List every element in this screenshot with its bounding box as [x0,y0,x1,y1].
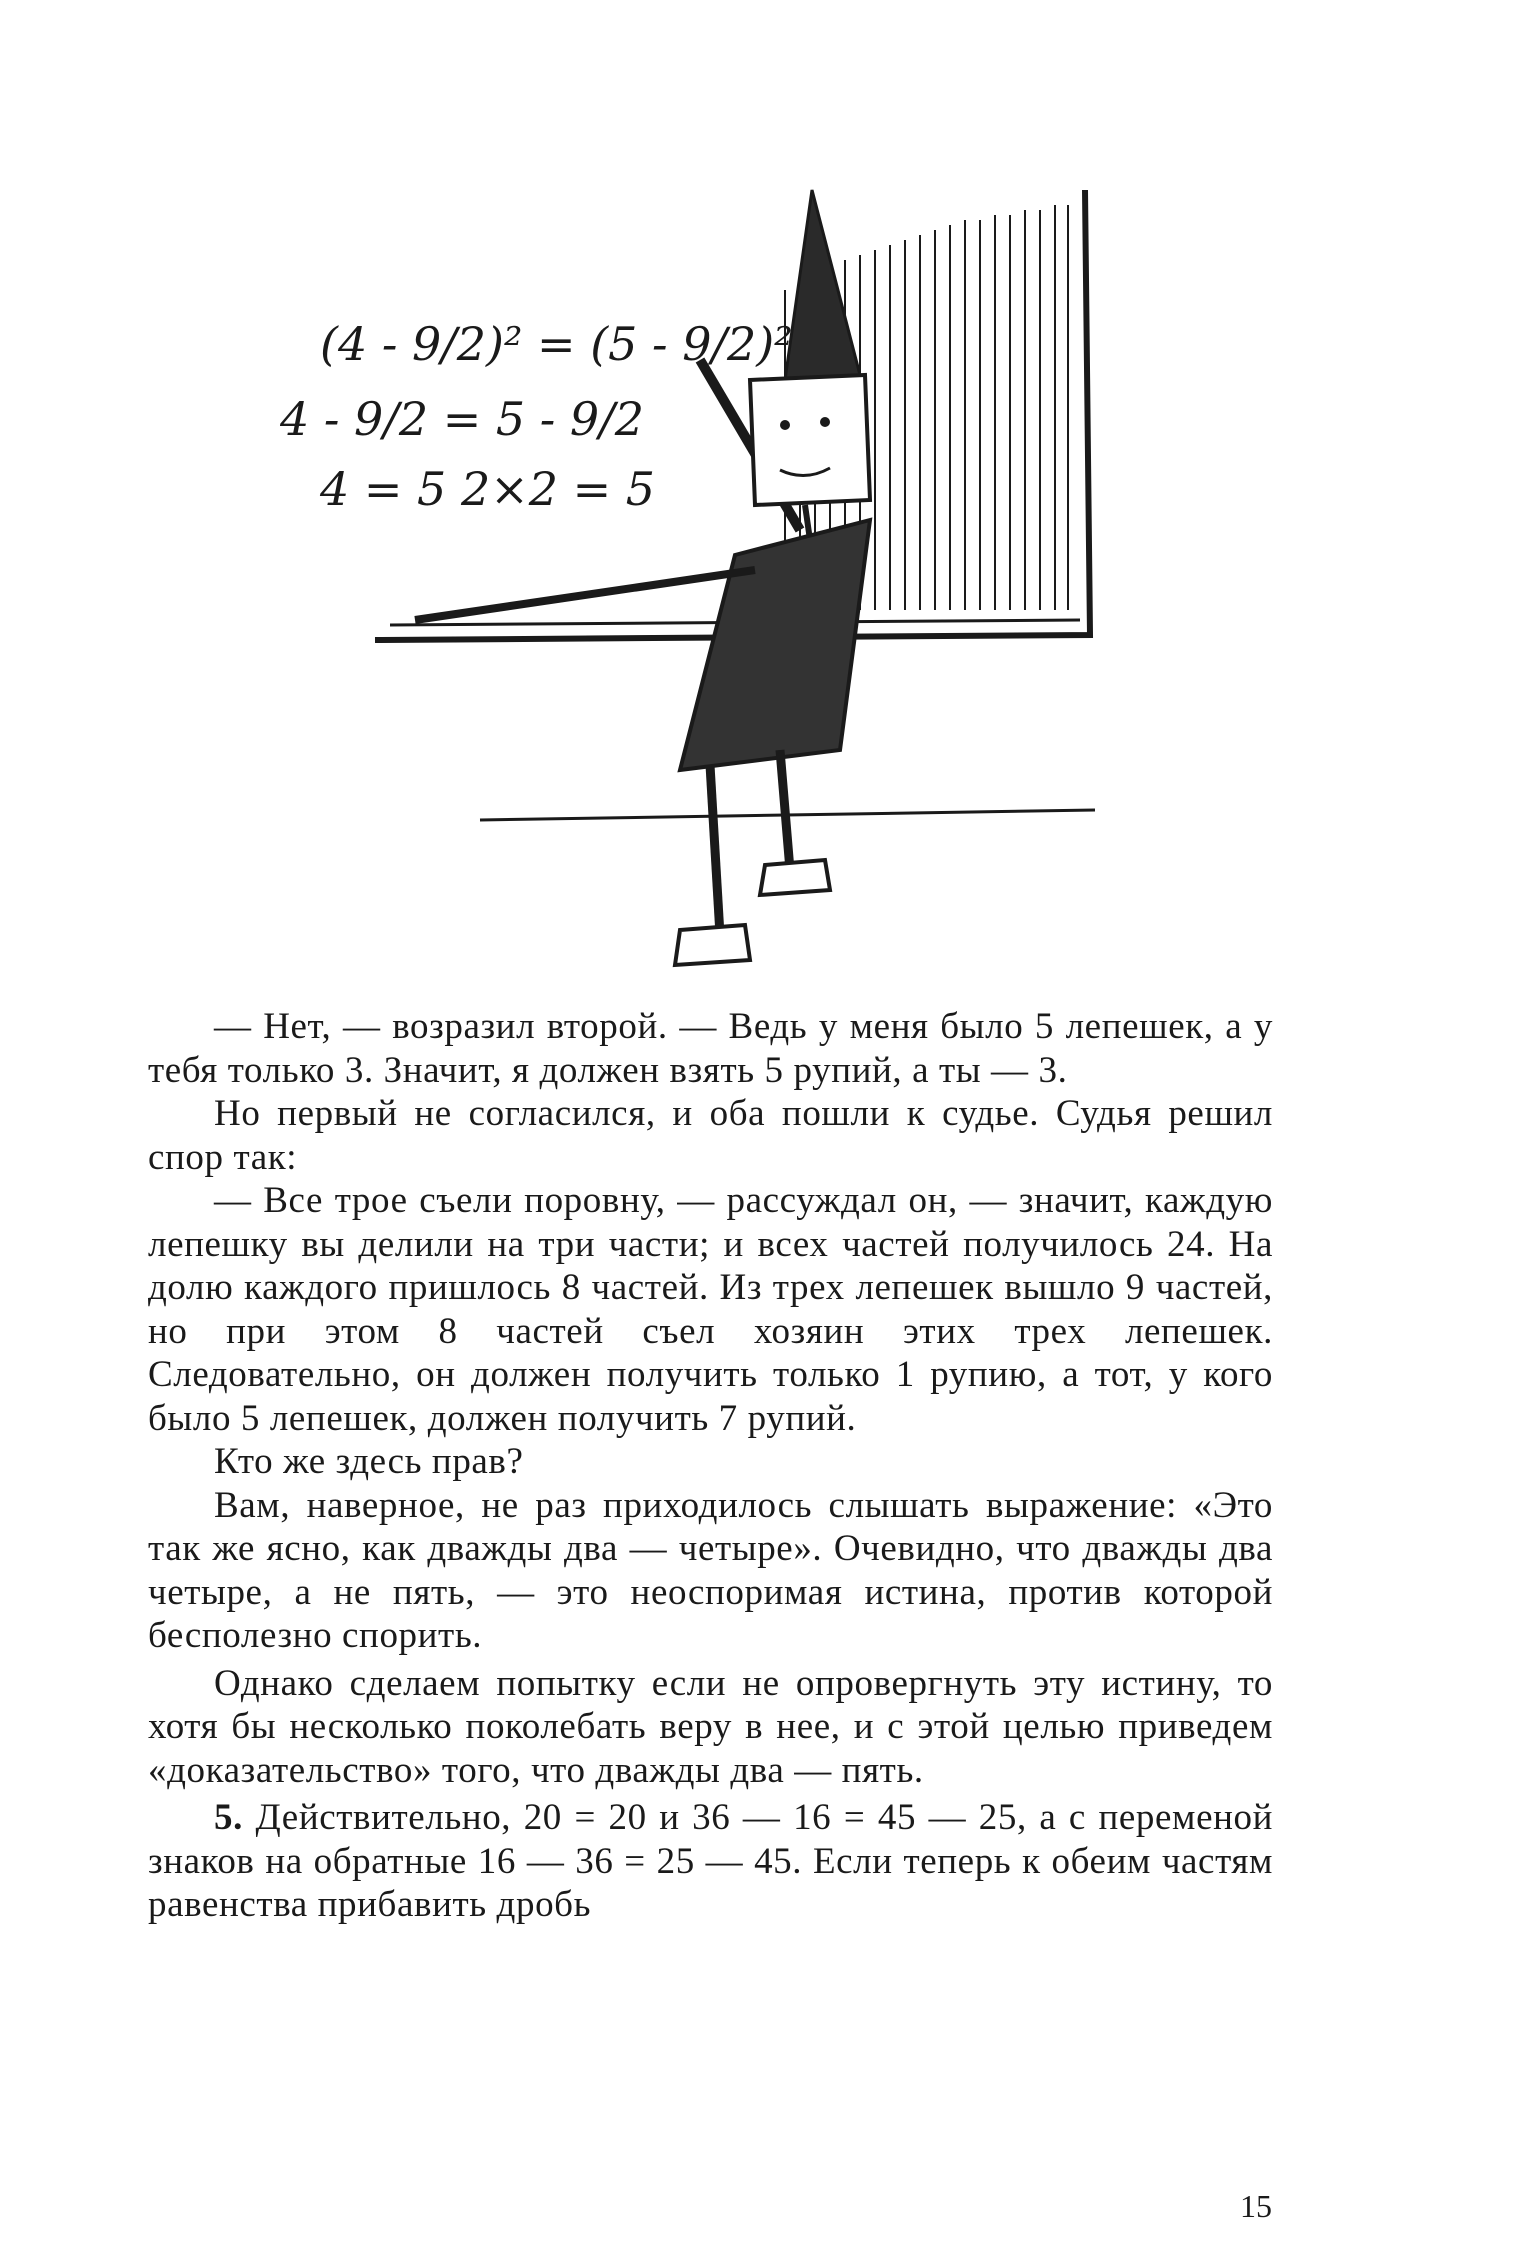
problem-text: Действительно, 20 = 20 и 36 — 16 = 45 — 25, а с переменой знаков на обратные 16 — 36 = 25 — 45. Если теперь к обеим частям равенства прибавить дробь [148,1797,1273,1925]
formula-line-1: (4 - 9/2)² = (5 - 9/2)² [320,317,793,371]
board-formulas [280,317,793,516]
illustration-drawing [280,170,1130,990]
robot-hat [785,190,860,380]
paragraph-1: — Нет, — возразил второй. — Ведь у меня было 5 лепешек, а у тебя только 3. Значит, я должен взять 5 рупий, а ты — 3. [148,1006,1273,1091]
formula-line-2: 4 - 9/2 = 5 - 9/2 [280,392,644,446]
paragraph-2: Но первый не согласился, и оба пошли к судье. Судья решил спор так: [148,1093,1273,1178]
robot-body [680,520,870,770]
robot-left-leg [710,765,720,935]
formula-line-3: 4 = 5 2×2 = 5 [320,462,656,516]
robot-right-leg [780,750,790,870]
paragraph-3: — Все трое съели поровну, — рассуждал он, — значит, каждую лепешку вы делили на три части; и всех частей получилось 24. На долю каждого пришлось 8 частей. Из трех лепешек вышло 9 частей, но при этом 8 частей съел хозяин этих трех лепешек. Следовательно, он должен получить только 1 рупию, а тот, у кого было 5 лепешек, должен получить 7 рупий. [148,1180,1273,1439]
robot-right-foot [760,860,830,895]
paragraph-5: Вам, наверное, не раз приходилось слышать выражение: «Это так же ясно, как дважды два — четыре». Очевидно, что дважды два четыре, а не пять, — это неоспоримая истина, против которой бесполезно спорить. [148,1484,1273,1656]
page-body-text [148,1005,1273,1927]
paragraph-4: Кто же здесь прав? [214,1441,524,1482]
robot-at-blackboard-illustration [280,170,1130,990]
problem-5-paragraph [148,1796,1273,1927]
robot-head [750,375,870,505]
robot-arm [415,570,755,620]
robot-left-foot [675,925,750,965]
problem-number: 5. [214,1797,243,1838]
page-number: 15 [1240,2188,1272,2224]
paragraph-6: Однако сделаем попытку если не опровергнуть эту истину, то хотя бы несколько поколебать веру в нее, и с этой целью приведем «доказательство» того, что дважды два — пять. [148,1662,1273,1791]
